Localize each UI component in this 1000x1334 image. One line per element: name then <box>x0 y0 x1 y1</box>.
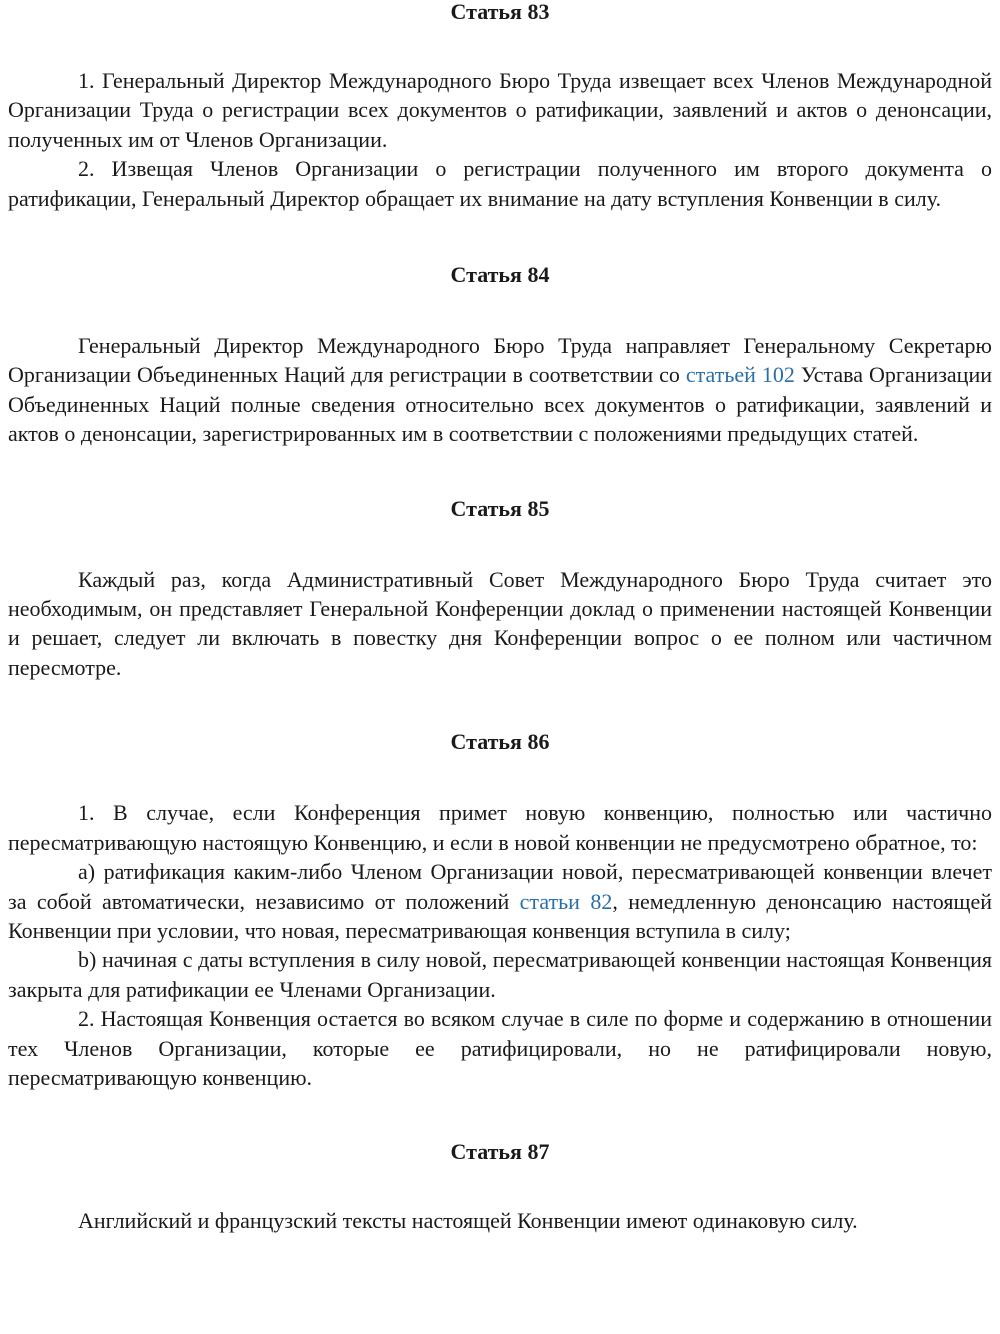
article-84-body <box>8 331 992 449</box>
article-86-subparagraph-b: b) начиная с даты вступления в силу новой, пересматривающей конвенции настоящая Конвенция закрыта для ратификации ее Членами Организации. <box>8 947 992 1002</box>
article-86-paragraph-2: 2. Настоящая Конвенция остается во всяком случае в силе по форме и содержанию в отношении тех Членов Организации, которые ее ратифицировали, но не ратифицировали новую, пересматривающую конвенцию. <box>8 1006 992 1090</box>
article-83-paragraph-1: 1. Генеральный Директор Международного Бюро Труда извещает всех Членов Международной Организации Труда о регистрации всех документов о ратификации, заявлений и актов о денонсации, полученных им от Членов Организации. <box>8 68 992 152</box>
article-84-heading: Статья 84 <box>450 262 550 288</box>
article-86-heading: Статья 86 <box>450 729 550 755</box>
article-87-heading: Статья 87 <box>450 1139 550 1165</box>
article-83-heading: Статья 83 <box>450 0 550 24</box>
article-87-paragraph-1: Английский и французский тексты настоящей Конвенции имеют одинаковую силу. <box>78 1208 858 1234</box>
article-86-paragraph-1: 1. В случае, если Конференция примет новую конвенцию, полностью или частично пересматривающую настоящую Конвенцию, и если в новой конвенции не предусмотрено обратное, то: <box>8 800 992 855</box>
article-87-body <box>8 1206 992 1235</box>
article-84-paragraph-1 <box>8 331 992 449</box>
article-85-paragraph-1: Каждый раз, когда Административный Совет Международного Бюро Труда считает это необходимым, он представляет Генеральной Конференции доклад о применении настоящей Конвенции и решает, следует ли включать в повестку дня Конференции вопрос о ее полном или частичном пересмотре. <box>8 566 992 680</box>
article-85-body <box>8 565 992 683</box>
paragraph-text: , немедленную денонсацию настоящей Конвенции при условии, что новая, пересматривающая конвенция вступила в силу; <box>8 888 992 943</box>
paragraph-text: Генеральный Директор Международного Бюро Труда направляет Генеральному Секретарю Организации Объединенных Наций для регистрации в соответствии со <box>8 333 992 388</box>
article-83-body <box>8 66 992 213</box>
paragraph-text: a) ратификация каким-либо Членом Организации новой, пересматривающей конвенции влечет за собой автоматически, независимо от положений <box>8 859 992 914</box>
article-86-subparagraph-a <box>8 857 992 945</box>
article-102-link[interactable]: статьей 102 <box>685 362 795 388</box>
article-85-heading: Статья 85 <box>450 495 550 521</box>
article-83-paragraph-2: 2. Извещая Членов Организации о регистрации полученного им второго документа о ратификации, Генеральный Директор обращает их внимание на дату вступления Конвенции в силу. <box>8 156 992 211</box>
paragraph-text: Устава Организации Объединенных Наций полные сведения относительно всех документов о ратификации, заявлений и актов о денонсации, зарегистрированных им в соответствии с положениями предыдущих статей. <box>8 362 992 447</box>
document-page <box>8 0 992 1236</box>
article-86-body <box>8 798 992 1092</box>
article-82-link[interactable]: статьи 82 <box>519 888 613 914</box>
